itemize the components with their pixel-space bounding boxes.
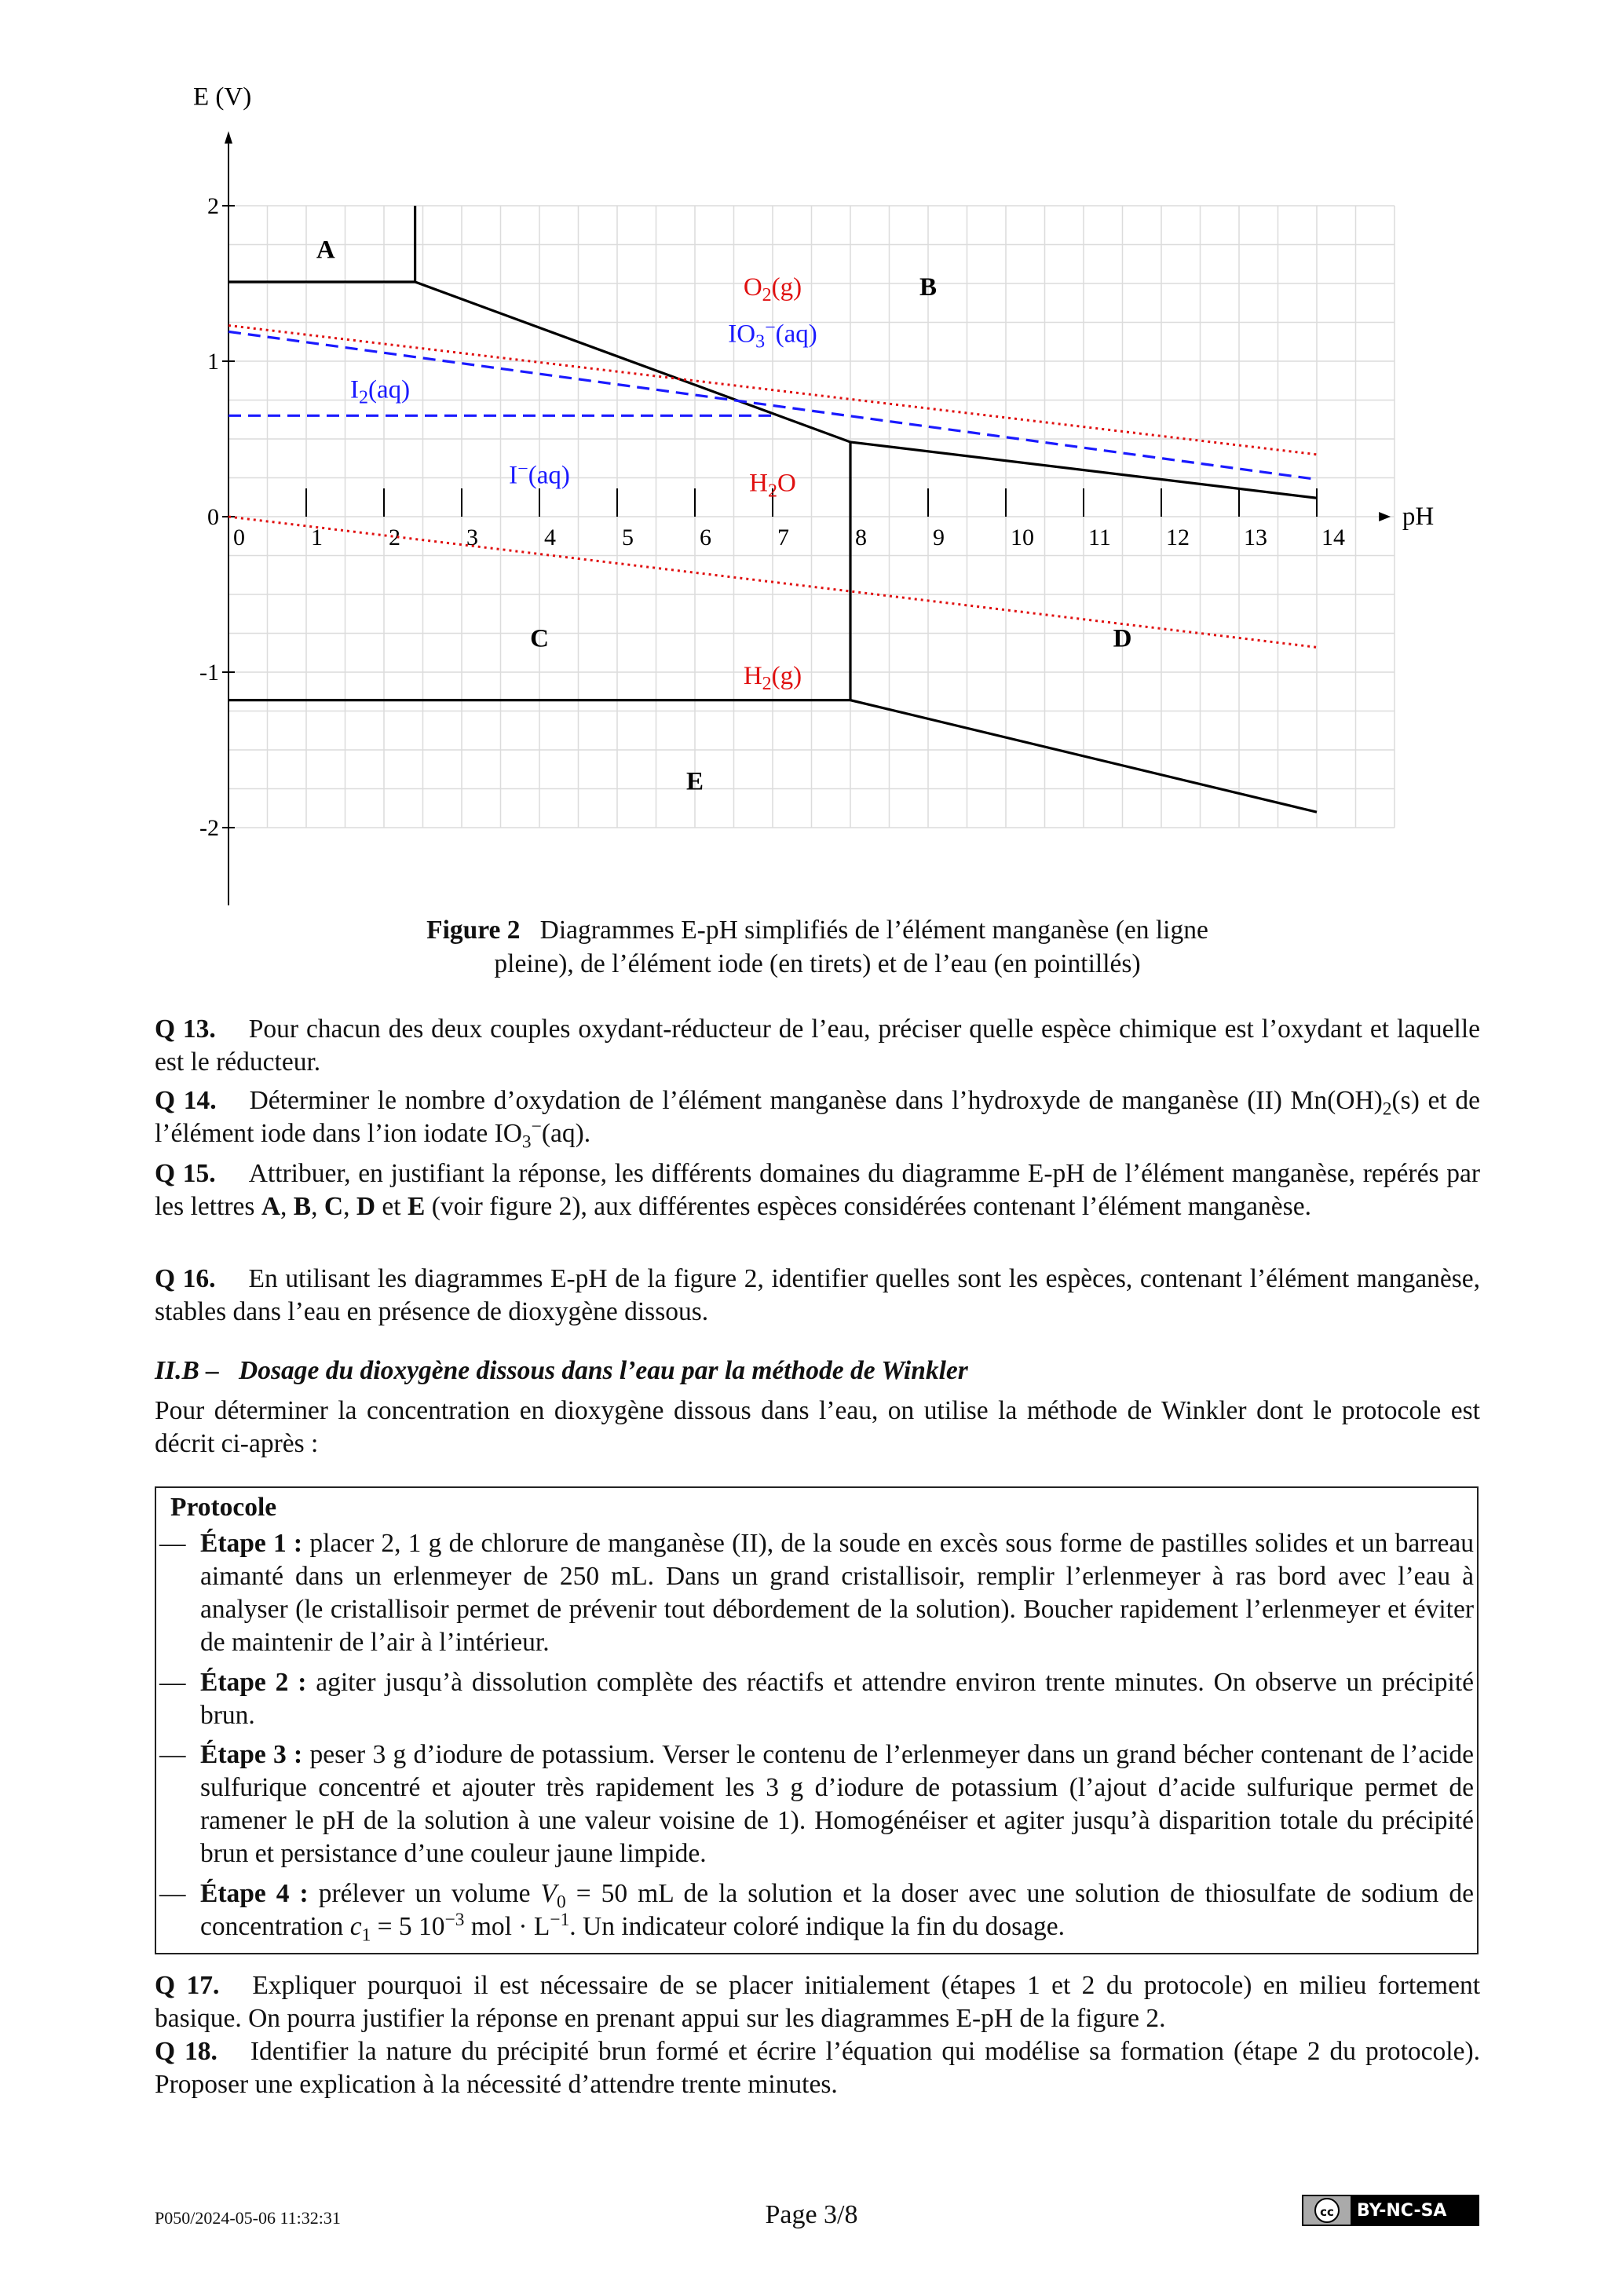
step-text (200, 1879, 1475, 1946)
text-run: V (540, 1879, 557, 1908)
x-tick-label: 1 (311, 525, 323, 550)
text-run: C (324, 1192, 344, 1221)
y-axis-label: E (V) (193, 82, 252, 112)
question-label: Q 15. (155, 1159, 216, 1188)
step-label: Étape 3 : (200, 1740, 303, 1769)
text-run: placer 2, 1 g de chlorure de manganèse (II), de la soude en excès sous forme de pastilles solides et un barreau aimanté dans un erlenmeyer de 250 mL. Dans un grand cristallisoir, remplir l’erlenmeyer à ras bord avec l’eau à analyser (le cristallisoir permet de prévenir tout débordement de la solution). Boucher rapidement l’erlenmeyer et éviter de maintenir de l’air à l’intérieur. (200, 1529, 1475, 1657)
x-tick-label: 13 (1244, 525, 1267, 550)
text-run: peser 3 g d’iodure de potassium. Verser le contenu de l’erlenmeyer dans un grand bécher contenant de l’acide sulfurique concentré et ajouter très rapidement les 3 g d’iodure de potassium (l’ajout d’acide sulfurique permet de ramener le pH de la solution à une valeur voisine de 1). Homogénéiser et agiter jusqu’à disparition totale du précipité brun et persistance d’une couleur jaune limpide. (200, 1740, 1475, 1868)
x-axis-arrow-icon (1379, 512, 1391, 521)
text-run: , (311, 1192, 324, 1221)
x-tick-label: 0 (233, 525, 245, 550)
label-run: E (685, 767, 704, 796)
label-run: O (777, 469, 796, 498)
text-run: (voir figure 2), aux différentes espèces considérées contenant l’élément manganèse. (425, 1192, 1311, 1221)
region-label (744, 662, 802, 694)
y-tick-label: 2 (207, 193, 219, 219)
y-tick-label: -2 (199, 815, 219, 841)
protocol-step-2 (159, 1666, 1475, 1732)
text-run: et (375, 1192, 408, 1221)
section-heading: II.B – Dosage du dioxygène dissous dans l’eau par la méthode de Winkler (155, 1356, 968, 1385)
license-text: BY-NC-SA (1357, 2200, 1447, 2221)
y-tick-label: 1 (207, 349, 219, 375)
x-tick-label: 6 (700, 525, 711, 550)
text-run: c (349, 1912, 362, 1941)
text-run: −3 (444, 1909, 465, 1930)
step-label: Étape 2 : (200, 1668, 307, 1697)
y-tick-label: 0 (207, 504, 219, 530)
label-run: (aq) (775, 320, 817, 349)
text-run: agiter jusqu’à dissolution complète des réactifs et attendre environ trente minutes. On observe un précipité brun. (200, 1668, 1475, 1730)
step-label: Étape 1 : (200, 1529, 303, 1558)
text-run: E (407, 1192, 426, 1221)
text-run: Attribuer, en justifiant la réponse, les différents domaines du diagramme E-pH de l’élément manganèse, repérés par les lettres (155, 1159, 1480, 1221)
text-run: B (293, 1192, 312, 1221)
e-ph-diagram (0, 0, 1623, 911)
region-label (1113, 624, 1132, 653)
label-run: H (749, 469, 768, 498)
x-tick-label: 8 (855, 525, 867, 550)
question-text (155, 1971, 1480, 2033)
list-dash: — (159, 1879, 186, 1908)
region-label (316, 236, 335, 264)
question-text (155, 1086, 1480, 1153)
text-run: Expliquer pourquoi il est nécessaire de se placer initialement (étapes 1 et 2 du protocole) en milieu fortement basique. On pourra justifier la réponse en prenant appui sur les diagrammes E-pH de la figure 2. (155, 1971, 1480, 2033)
figure-caption-text: Diagrammes E-pH simplifiés de l’élément manganèse (en ligne pleine), de l’élément iode (en tirets) et de l’eau (en pointillés) (494, 916, 1208, 978)
text-run: En utilisant les diagrammes E-pH de la figure 2, identifier quelles sont les espèces, contenant l’élément manganèse, stables dans l’eau en présence de dioxygène dissous. (155, 1264, 1481, 1326)
label-run: IO (728, 320, 756, 349)
label-run: − (517, 459, 528, 480)
label-run: B (919, 272, 938, 302)
text-run: 0 (556, 1892, 566, 1913)
y-tick-label: -1 (199, 660, 219, 686)
step-text (200, 1529, 1474, 1657)
cc-glyph: cc (1314, 2198, 1340, 2223)
license-badge (1302, 2195, 1479, 2226)
question-label: Q 14. (155, 1086, 217, 1115)
text-run: mol · L (464, 1912, 550, 1941)
label-run: (g) (771, 661, 802, 690)
protocol-title: Protocole (170, 1493, 277, 1522)
question-16 (155, 1263, 1480, 1329)
question-text (155, 1015, 1480, 1077)
label-run: H (743, 661, 762, 690)
label-run: I (509, 461, 518, 490)
text-run: = 50 mL de la solution et la doser avec une solution de thiosulfate de sodium de concentration (200, 1879, 1475, 1941)
text-run: 2 (1382, 1099, 1392, 1120)
text-run: Déterminer le nombre d’oxydation de l’élément manganèse dans l’hydroxyde de manganèse (II) Mn(OH) (249, 1086, 1383, 1115)
question-14 (155, 1084, 1480, 1153)
x-tick-label: 12 (1166, 525, 1190, 550)
x-tick-label: 2 (389, 525, 400, 550)
text-run: 1 (361, 1925, 371, 1946)
x-tick-label: 11 (1088, 525, 1111, 550)
question-label: Q 13. (155, 1015, 216, 1044)
step-text (200, 1668, 1474, 1730)
question-label: Q 18. (155, 2037, 217, 2066)
region-label (530, 624, 549, 653)
list-dash: — (159, 1668, 186, 1697)
document-id: P050/2024-05-06 11:32:31 (155, 2208, 341, 2228)
text-run: 3 (521, 1132, 532, 1153)
text-run: . Un indicateur coloré indique la fin du dosage. (569, 1912, 1066, 1941)
x-tick-label: 7 (777, 525, 789, 550)
x-tick-label: 14 (1321, 525, 1345, 550)
label-run: A (316, 236, 335, 265)
question-15 (155, 1157, 1480, 1223)
label-run: D (1113, 624, 1132, 653)
protocol-step-1 (159, 1527, 1475, 1659)
figure-caption (393, 913, 1242, 981)
label-run: 3 (755, 331, 766, 353)
text-run: − (531, 1116, 542, 1137)
label-run: (g) (771, 272, 802, 302)
text-run: prélever un volume (318, 1879, 541, 1908)
text-run: −1 (550, 1909, 570, 1930)
x-tick-label: 5 (622, 525, 634, 550)
text-run: (s) et de l’élément iode dans l’ion iodate IO (155, 1086, 1480, 1148)
page-number: Page 3/8 (765, 2200, 858, 2229)
text-run: , (343, 1192, 356, 1221)
x-tick-label: 9 (933, 525, 945, 550)
x-axis-label: pH (1402, 503, 1435, 531)
x-tick-label: 3 (466, 525, 478, 550)
label-run: 2 (768, 481, 777, 502)
step-label: Étape 4 : (200, 1879, 309, 1908)
text-run: D (356, 1192, 376, 1221)
text-run: = 5 10 (371, 1912, 445, 1941)
label-run: I (349, 375, 359, 404)
question-text (155, 1159, 1480, 1221)
label-run: O (743, 272, 762, 302)
section-intro: Pour déterminer la concentration en dioxygène dissous dans l’eau, on utilise la méthode de Winkler dont le protocole est décrit ci-après : (155, 1396, 1480, 1458)
label-run: − (765, 317, 776, 338)
y-axis-arrow-icon (225, 131, 232, 144)
question-label: Q 16. (155, 1264, 216, 1293)
figure-label: Figure 2 (426, 916, 521, 945)
region-label (509, 459, 570, 490)
text-run: , (280, 1192, 294, 1221)
label-run: C (530, 624, 549, 653)
label-run: (aq) (367, 375, 411, 404)
protocol-box (155, 1486, 1479, 1954)
question-17 (155, 1969, 1480, 2035)
question-text (155, 2037, 1480, 2099)
creative-commons-icon (1303, 2196, 1351, 2225)
list-dash: — (159, 1529, 186, 1558)
x-tick-label: 10 (1011, 525, 1034, 550)
question-18 (155, 2035, 1480, 2101)
label-run: 2 (762, 285, 772, 306)
protocol-step-3 (159, 1738, 1475, 1870)
region-label (686, 768, 704, 796)
question-text (155, 1264, 1480, 1326)
label-run: 2 (358, 387, 368, 408)
text-run: A (261, 1192, 281, 1221)
x-tick-label: 4 (544, 525, 556, 550)
question-13 (155, 1013, 1480, 1079)
protocol-step-4 (159, 1877, 1475, 1946)
text-run: Pour chacun des deux couples oxydant-réducteur de l’eau, préciser quelle espèce chimique est l’oxydant et laquelle est le réducteur. (155, 1015, 1480, 1077)
text-run: Identifier la nature du précipité brun formé et écrire l’équation qui modélise sa formation (étape 2 du protocole). Proposer une explication à la nécessité d’attendre trente minutes. (155, 2037, 1481, 2099)
region-label (919, 273, 937, 302)
question-label: Q 17. (155, 1971, 220, 2000)
text-run: (aq). (541, 1119, 591, 1148)
region-label (350, 376, 410, 408)
label-run: 2 (762, 674, 772, 695)
list-dash: — (159, 1740, 186, 1769)
region-label (744, 273, 802, 305)
label-run: (aq) (528, 461, 570, 490)
step-text (200, 1740, 1474, 1868)
